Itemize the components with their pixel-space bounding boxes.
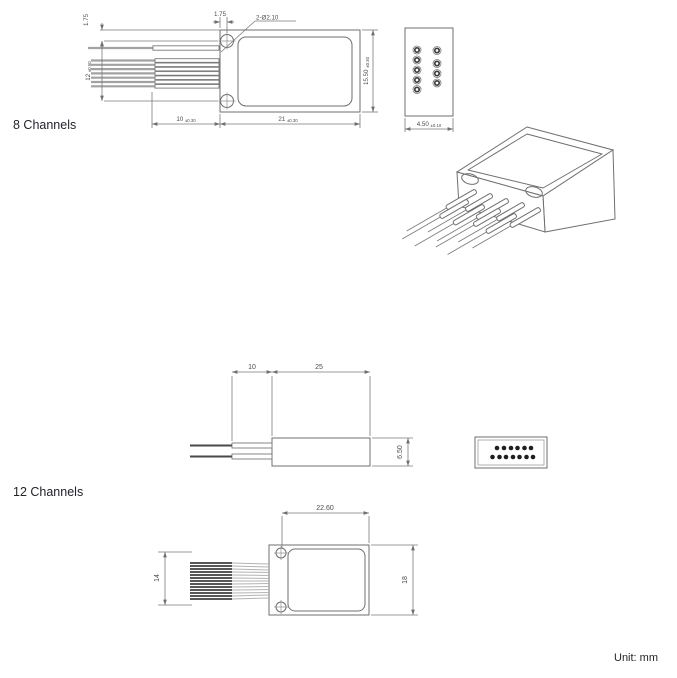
ch8-dim-body-length-tol: ±0.30	[286, 117, 298, 123]
ch8-dim-body-width-value: 15.50	[363, 69, 370, 85]
ch8-dim-boot-length-value: 10	[176, 116, 184, 123]
ch12-dim-fiber-span	[154, 552, 192, 605]
ch8-dim-fiber-span-label	[85, 61, 92, 81]
ch8-dim-thickness-tol: ±0.10	[430, 122, 442, 128]
ch8-dim-boot-length-label	[176, 116, 196, 123]
ch8-body-outline	[220, 30, 360, 112]
ch12-mounting-hole-top	[274, 546, 288, 560]
ch8-dim-hole-offset-v-label: 1.75	[83, 13, 90, 27]
ch12-side-dim-height	[372, 438, 413, 466]
ch12-fiber-dot-array	[490, 446, 535, 460]
ch12-top-view	[154, 505, 418, 615]
ch8-dim-body-width-tol: ±0.30	[364, 57, 370, 68]
ch12-section-label: 12 Channels	[13, 485, 84, 499]
ch12-dim-body-width	[371, 545, 418, 615]
ch12-end-view	[475, 437, 547, 468]
ch12-dim-fiber-span-label: 14	[154, 574, 161, 582]
ch8-front-view	[83, 11, 378, 128]
ch12-side-dims-top	[232, 364, 370, 441]
ch8-fiber-pigtails	[88, 46, 219, 88]
ch8-dim-fiber-span-tol: ±0.50	[86, 61, 92, 73]
ch12-fiber-ribbon	[190, 563, 270, 599]
ch12-side-boots	[190, 443, 272, 459]
ch12-dim-body-length-top-label: 22.60	[316, 505, 334, 512]
ch8-dim-thickness	[405, 118, 453, 132]
ch12-side-body	[272, 438, 370, 466]
ch12-top-body	[269, 545, 369, 615]
ch12-end-outline	[475, 437, 547, 468]
ch8-dim-fiber-span-value: 12	[85, 73, 92, 81]
ch8-dim-body-length-label	[278, 116, 298, 123]
ch8-end-outline	[405, 28, 453, 116]
ch8-dim-body-width	[362, 30, 378, 112]
ch12-side-view	[190, 364, 413, 466]
ch8-end-view	[405, 28, 453, 132]
ch8-section-label: 8 Channels	[13, 118, 77, 132]
ch8-iso-view	[401, 127, 615, 257]
ch12-end-inner-outline	[478, 440, 544, 465]
ch8-dim-boot-length-tol: ±0.30	[184, 117, 196, 123]
ch8-dim-bottom-row	[152, 92, 360, 128]
ch8-fiber-port-holes	[413, 46, 441, 94]
ch12-dim-body-width-label: 18	[402, 576, 409, 584]
ch12-top-inner-face	[288, 549, 365, 611]
ch12-dim-body-height-label: 6.50	[397, 445, 404, 459]
ch12-dim-boot-length-label: 10	[248, 364, 256, 371]
ch12-dim-body-length-label: 25	[315, 364, 323, 371]
ch8-dim-body-length-value: 21	[278, 116, 286, 123]
ch8-hole-callout-label: 2-Ø2.10	[256, 14, 279, 22]
ch8-dim-body-width-label	[363, 56, 370, 85]
ch8-body-inner-face	[238, 37, 352, 106]
ch12-dim-body-length	[282, 505, 369, 548]
ch12-mounting-hole-bottom	[274, 600, 288, 614]
unit-note: Unit: mm	[614, 652, 658, 664]
ch8-hole-callout	[221, 15, 296, 53]
ch8-dim-thickness-value: 4.50	[416, 121, 429, 128]
ch8-mounting-hole-bottom	[219, 93, 236, 110]
ch8-dim-thickness-label	[417, 121, 442, 128]
ch8-dim-hole-offset-h-label: 1.75	[213, 11, 227, 18]
